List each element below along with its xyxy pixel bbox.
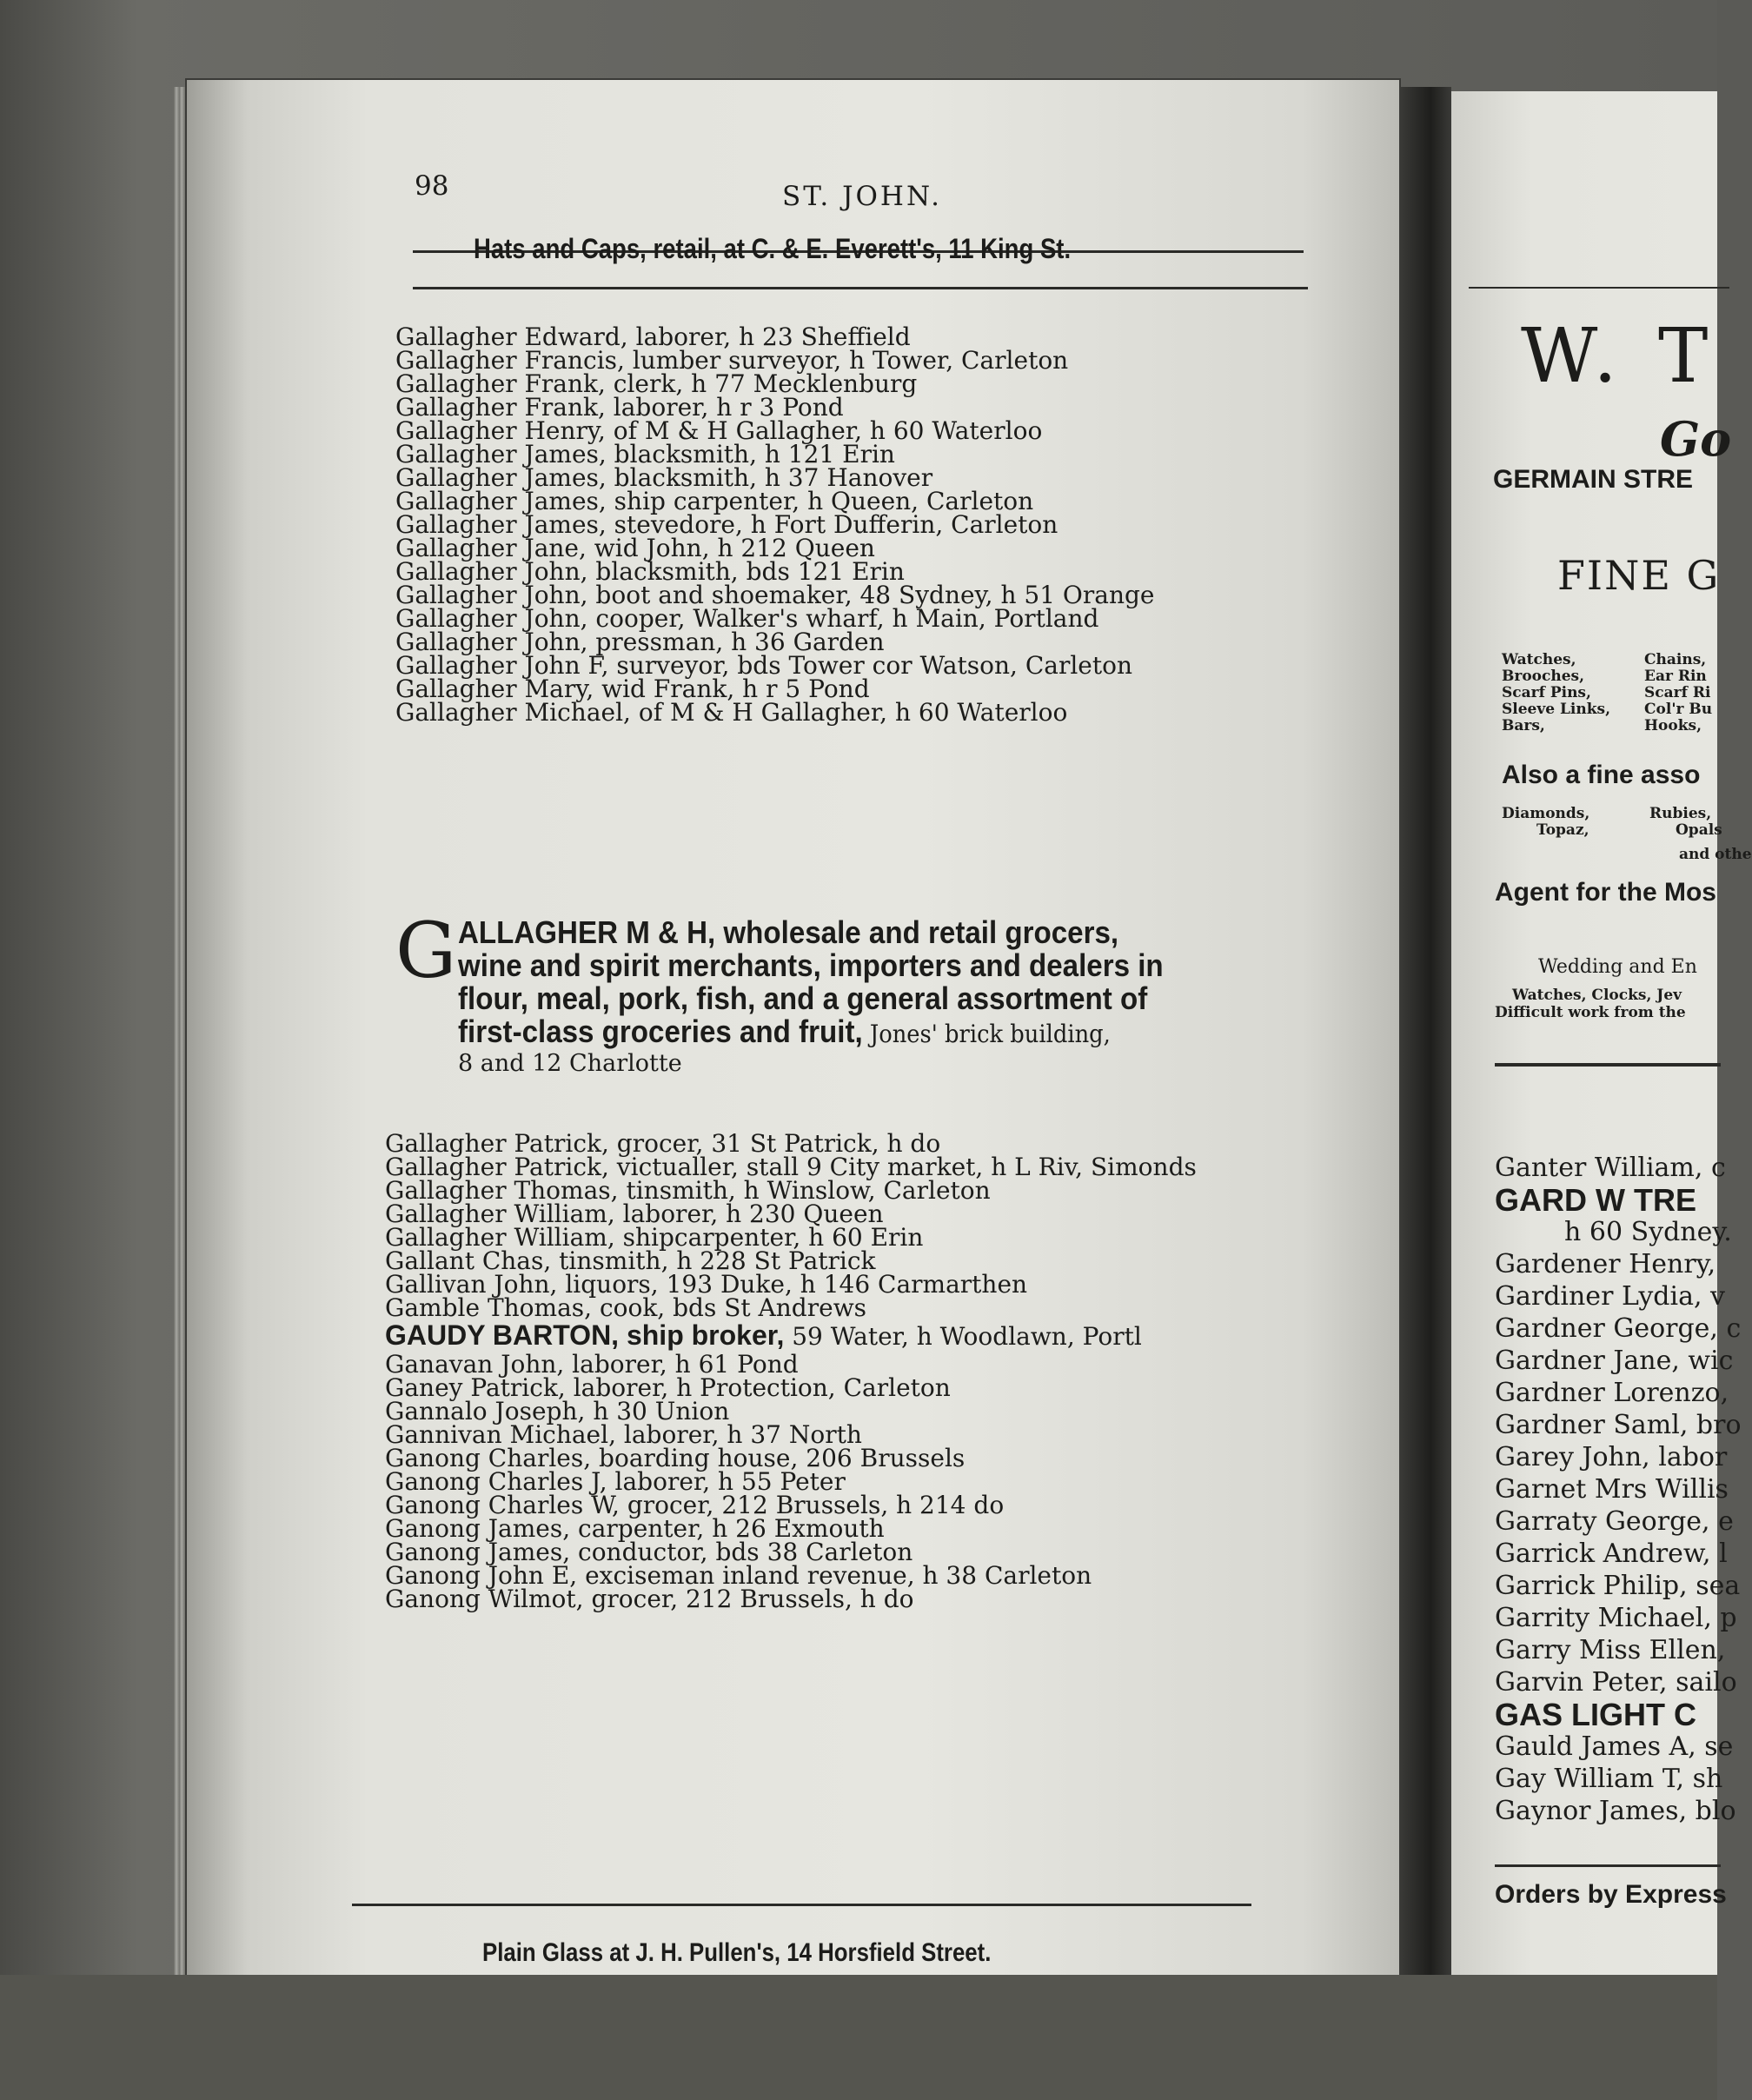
right-page-script: Go [1660, 411, 1732, 467]
list-item: Ganong Charles, boarding house, 206 Brussels [385, 1444, 966, 1472]
header-rule-bottom [413, 287, 1308, 289]
list-item: Gallagher Frank, clerk, h 77 Mecklenburg [395, 369, 918, 398]
jewelry-list-2 [1644, 652, 1712, 734]
list-item: Gallagher Henry, of M & H Gallagher, h 60 Waterloo [395, 416, 1043, 445]
block-ad-address: 8 and 12 Charlotte [458, 1050, 682, 1077]
list-item: Gay William T, sh [1495, 1764, 1723, 1794]
list-item: h 60 Sydney. [1564, 1217, 1732, 1247]
right-page-title: W. T [1521, 313, 1717, 400]
list-item: Gallagher Francis, lumber surveyor, h Tower, Carleton [395, 346, 1069, 375]
list-item: Gallagher Michael, of M & H Gallagher, h 60 Waterloo [395, 698, 1068, 727]
list-item: Gallagher William, laborer, h 230 Queen [385, 1200, 884, 1228]
directory-entries-bottom [385, 1129, 1402, 1613]
list-item: Gardner Jane, wic [1495, 1346, 1734, 1376]
list-item: Ganong James, carpenter, h 26 Exmouth [385, 1514, 885, 1543]
list-item: Garraty George, e [1495, 1506, 1734, 1537]
block-ad-line: ALLAGHER M & H, wholesale and retail grocers, [458, 914, 1119, 950]
list-item: Sleeve Links, [1502, 701, 1611, 718]
list-item: Gardner Saml, bro [1495, 1410, 1742, 1440]
footer-advertisement: Plain Glass at J. H. Pullen's, 14 Horsfield Street. [482, 1938, 992, 1967]
list-item: Gallagher William, shipcarpenter, h 60 Erin [385, 1223, 924, 1252]
list-item: Scarf Pins, [1502, 684, 1591, 701]
jewelry-list-1 [1502, 652, 1610, 734]
footer-rule [352, 1904, 1251, 1906]
list-item: Gallagher James, blacksmith, h 37 Hanover [395, 463, 933, 492]
list-item: Diamonds, [1502, 805, 1590, 822]
list-item: Gallagher John, blacksmith, bds 121 Erin [395, 557, 905, 586]
list-item: Gallagher John, boot and shoemaker, 48 Sydney, h 51 Orange [395, 581, 1155, 609]
list-item: Gardiner Lydia, v [1495, 1281, 1725, 1312]
right-rule-bottom [1495, 1864, 1721, 1867]
header-advertisement: Hats and Caps, retail, at C. & E. Everett's, 11 King St. [474, 233, 1072, 264]
right-page-fine: FINE G [1557, 552, 1721, 599]
list-item: Garnet Mrs Willis [1495, 1474, 1729, 1505]
block-ad-line: flour, meal, pork, fish, and a general assortment of [458, 980, 1148, 1016]
list-item: Col'r Bu [1644, 701, 1713, 718]
list-item: Gallagher Thomas, tinsmith, h Winslow, Carleton [385, 1176, 991, 1205]
list-item: Gannalo Joseph, h 30 Union [385, 1397, 730, 1425]
list-item: Gallagher John, pressman, h 36 Garden [395, 628, 885, 656]
list-item: Ganavan John, laborer, h 61 Pond [385, 1350, 799, 1379]
list-item: Rubies, [1649, 805, 1712, 822]
running-head: ST. JOHN. [782, 181, 942, 212]
list-item: Opals [1676, 821, 1722, 839]
scan-bottom-margin [0, 1975, 1717, 2100]
right-rule-top [1469, 287, 1729, 289]
block-ad-plain: Jones' brick building, [862, 1020, 1111, 1048]
gaudy-name: GAUDY BARTON, ship broker, [385, 1319, 785, 1351]
list-item: Topaz, [1536, 821, 1589, 839]
list-item: Gauld James A, se [1495, 1731, 1734, 1762]
list-item: Bars, [1502, 717, 1545, 734]
block-ad-line [458, 1015, 1304, 1051]
gems-list-1 [1502, 806, 1589, 839]
list-item: Gallivan John, liquors, 193 Duke, h 146 Carmarthen [385, 1270, 1028, 1299]
list-item: Garey John, labor [1495, 1442, 1728, 1472]
right-page [1451, 91, 1752, 1986]
list-item: Garrity Michael, p [1495, 1603, 1737, 1633]
right-directory-entries [1495, 1152, 1742, 1827]
list-item: Garry Miss Ellen, [1495, 1635, 1726, 1665]
list-item: Scarf Ri [1644, 684, 1711, 701]
list-item: Garrick Philip, sea [1495, 1571, 1741, 1601]
gems-list-2 [1649, 806, 1722, 839]
list-item: Ganong Charles W, grocer, 212 Brussels, h 214 do [385, 1491, 1005, 1519]
book-gutter [1399, 87, 1451, 1982]
list-item: Ganter William, c [1495, 1153, 1726, 1183]
agent-line: Agent for the Mos [1495, 878, 1716, 907]
list-item: Gaynor James, blo [1495, 1796, 1736, 1826]
list-item: Ganong Wilmot, grocer, 212 Brussels, h do [385, 1585, 914, 1613]
list-item: Brooches, [1502, 668, 1585, 685]
list-item: GAS LIGHT C [1495, 1697, 1696, 1732]
list-item: Gallagher John, cooper, Walker's wharf, h Main, Portland [395, 604, 1099, 633]
list-item: Gardner George, c [1495, 1313, 1742, 1344]
page-number: 98 [415, 170, 449, 202]
list-item: Gallagher Patrick, victualler, stall 9 City market, h L Riv, Simonds [385, 1153, 1197, 1181]
drop-cap: G [395, 906, 457, 995]
gallagher-block-advertisement [395, 906, 1377, 1077]
list-item: Gallagher James, blacksmith, h 121 Erin [395, 440, 895, 469]
list-item: Chains, [1644, 651, 1707, 668]
list-item: Ear Rin [1644, 668, 1707, 685]
left-page [187, 80, 1399, 1975]
list-item: Garvin Peter, sailo [1495, 1667, 1737, 1698]
block-ad-bold: first-class groceries and fruit, [458, 1013, 863, 1049]
list-item: Gallagher Frank, laborer, h r 3 Pond [395, 393, 844, 422]
right-rule-mid [1495, 1063, 1721, 1067]
right-page-street: GERMAIN STRE [1493, 465, 1694, 494]
also-line: Also a fine asso [1502, 761, 1701, 789]
and-other: and othe [1679, 846, 1752, 863]
list-item: Gallagher Jane, wid John, h 212 Queen [395, 534, 875, 562]
list-item: Ganong John E, exciseman inland revenue, h 38 Carleton [385, 1561, 1092, 1590]
difficult-line: Difficult work from the [1495, 1004, 1686, 1021]
wedding-line: Wedding and En [1538, 956, 1697, 978]
gaudy-address: 59 Water, h Woodlawn, Portl [784, 1322, 1142, 1351]
list-item: Gallagher Mary, wid Frank, h r 5 Pond [395, 675, 870, 703]
list-item: Gallagher John F, surveyor, bds Tower cor Watson, Carleton [395, 651, 1132, 680]
block-ad-line: wine and spirit merchants, importers and dealers in [458, 947, 1164, 983]
list-item: Gardener Henry, [1495, 1249, 1716, 1279]
list-item: Hooks, [1644, 717, 1702, 734]
list-item: Watches, [1502, 651, 1576, 668]
watches-line: Watches, Clocks, Jev [1512, 987, 1682, 1004]
directory-entries-top [395, 322, 1395, 727]
list-item: Gamble Thomas, cook, bds St Andrews [385, 1293, 867, 1322]
list-item: Ganong James, conductor, bds 38 Carleton [385, 1538, 913, 1566]
list-item: Gardner Lorenzo, [1495, 1378, 1729, 1408]
orders-line: Orders by Express [1495, 1880, 1727, 1909]
list-item: GARD W TRE [1495, 1182, 1696, 1218]
list-item: Garrick Andrew, l [1495, 1538, 1728, 1569]
list-item: Gallant Chas, tinsmith, h 228 St Patrick [385, 1246, 876, 1275]
list-item: Gallagher James, stevedore, h Fort Dufferin, Carleton [395, 510, 1058, 539]
list-item: Gallagher James, ship carpenter, h Queen, Carleton [395, 487, 1034, 515]
list-item: Ganong Charles J, laborer, h 55 Peter [385, 1467, 846, 1496]
list-item: Gannivan Michael, laborer, h 37 North [385, 1420, 862, 1449]
gaudy-entry [385, 1319, 1402, 1352]
list-item: Gallagher Patrick, grocer, 31 St Patrick, h do [385, 1129, 941, 1158]
list-item: Gallagher Edward, laborer, h 23 Sheffield [395, 322, 911, 351]
list-item: Ganey Patrick, laborer, h Protection, Carleton [385, 1373, 951, 1402]
